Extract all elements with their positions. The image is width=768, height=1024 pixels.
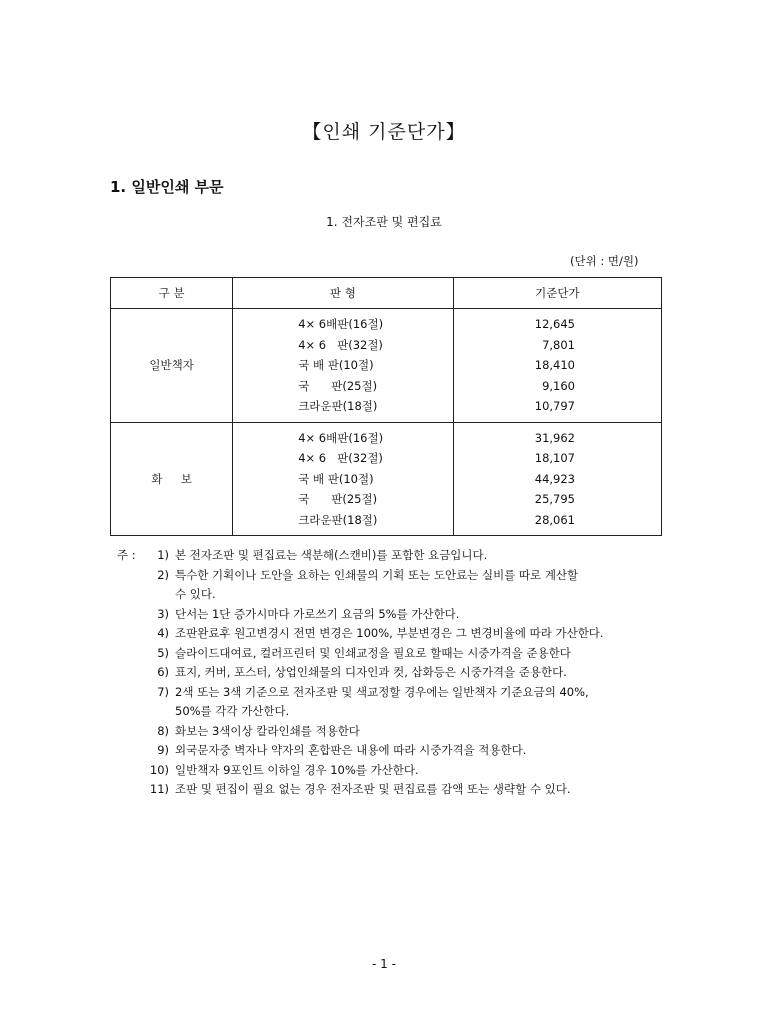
note-item — [117, 741, 677, 761]
section-heading: 1. 일반인쇄 부문 — [110, 178, 224, 196]
note-item — [117, 761, 677, 781]
note-text: 2색 또는 3색 기준으로 전자조판 및 색교정할 경우에는 일반책자 기준요금의 40%, — [175, 684, 589, 699]
group-category: 일반책자 — [111, 309, 233, 423]
note-text: 조판 및 편집이 필요 없는 경우 전자조판 및 편집료를 감액 또는 생략할 수 있다. — [175, 782, 571, 796]
price-cell: 9,160 — [542, 378, 575, 393]
note-number: 10) — [149, 762, 169, 777]
note-item — [117, 683, 677, 703]
note-number: 5) — [157, 645, 169, 660]
format-cell: 크라운판(18절) — [298, 512, 378, 527]
price-cell: 18,410 — [534, 358, 575, 372]
note-item — [117, 722, 677, 742]
note-continuation — [117, 585, 677, 605]
format-cell: 크라운판(18절) — [298, 399, 378, 413]
note-number: 8) — [157, 723, 169, 738]
unit-note: (단위 : 면/원) — [570, 254, 639, 268]
note-number: 7) — [157, 684, 169, 699]
note-text: 50%를 각각 가산한다. — [175, 704, 290, 718]
note-number: 11) — [149, 782, 169, 796]
price-table — [110, 277, 662, 536]
note-item — [117, 566, 677, 586]
header-category: 구 분 — [111, 278, 233, 309]
price-cell: 31,962 — [534, 430, 575, 445]
group-category: 화 보 — [111, 422, 233, 536]
note-text: 외국문자중 벽자나 약자의 혼합판은 내용에 따라 시중가격을 적용한다. — [175, 743, 527, 757]
note-number: 2) — [157, 567, 169, 582]
note-text: 화보는 3색이상 칼라인쇄를 적용한다 — [175, 723, 360, 738]
note-item — [117, 624, 677, 644]
note-item — [117, 780, 677, 800]
format-cell: 국 판(25절) — [298, 492, 378, 506]
format-cell: 국 판(25절) — [298, 378, 378, 393]
header-format: 판 형 — [233, 278, 454, 309]
format-cell: 4× 6 판(32절) — [298, 337, 383, 352]
table-header-row — [111, 278, 662, 309]
sub-heading: 1. 전자조판 및 편집료 — [326, 215, 442, 229]
note-item — [117, 605, 677, 625]
notes-list — [117, 546, 677, 800]
format-list — [233, 422, 454, 536]
note-text: 슬라이드대여료, 컬러프린터 및 인쇄교정을 필요로 할때는 시중가격을 준용한다 — [175, 645, 571, 660]
notes-prefix: 주 : — [117, 548, 136, 562]
note-text: 표지, 커버, 포스터, 상업인쇄물의 디자인과 컷, 삽화등은 시중가격을 준용한다. — [175, 665, 567, 679]
document-title: 【인쇄 기준단가】 — [302, 121, 466, 143]
price-list — [453, 309, 661, 423]
note-text: 특수한 기획이나 도안을 요하는 인쇄물의 기획 또는 도안료는 실비를 따로 계산할 — [175, 567, 579, 582]
price-cell: 10,797 — [534, 399, 575, 413]
note-item — [117, 644, 677, 664]
note-text: 본 전자조판 및 편집료는 색분해(스캔비)를 포함한 요금입니다. — [175, 548, 488, 562]
format-cell: 4× 6배판(16절) — [298, 430, 384, 445]
note-text: 조판완료후 원고변경시 전면 변경은 100%, 부분변경은 그 변경비율에 따라 가산한다. — [175, 626, 604, 640]
note-item — [117, 663, 677, 683]
price-cell: 25,795 — [534, 492, 575, 506]
table-group-row — [111, 422, 662, 536]
table-group-row — [111, 309, 662, 423]
page-number: - 1 - — [372, 957, 396, 971]
price-cell: 44,923 — [534, 471, 575, 486]
note-item — [117, 546, 677, 566]
note-text: 단서는 1단 증가시마다 가로쓰기 요금의 5%를 가산한다. — [175, 606, 460, 621]
price-cell: 12,645 — [534, 317, 575, 331]
price-cell: 7,801 — [542, 337, 575, 352]
price-cell: 18,107 — [534, 451, 575, 465]
note-number: 3) — [157, 606, 169, 621]
header-price: 기준단가 — [453, 278, 661, 309]
format-cell: 국 배 판(10절) — [298, 471, 374, 486]
note-text: 수 있다. — [175, 587, 216, 601]
price-list — [453, 422, 661, 536]
format-list — [233, 309, 454, 423]
note-number: 9) — [157, 743, 169, 757]
note-number: 6) — [157, 665, 169, 679]
price-cell: 28,061 — [534, 512, 575, 527]
format-cell: 국 배 판(10절) — [298, 358, 374, 372]
format-cell: 4× 6배판(16절) — [298, 317, 384, 331]
format-cell: 4× 6 판(32절) — [298, 451, 383, 465]
note-number: 1) — [157, 548, 169, 562]
note-continuation — [117, 702, 677, 722]
note-number: 4) — [157, 626, 169, 640]
note-text: 일반책자 9포인트 이하일 경우 10%를 가산한다. — [175, 762, 419, 777]
